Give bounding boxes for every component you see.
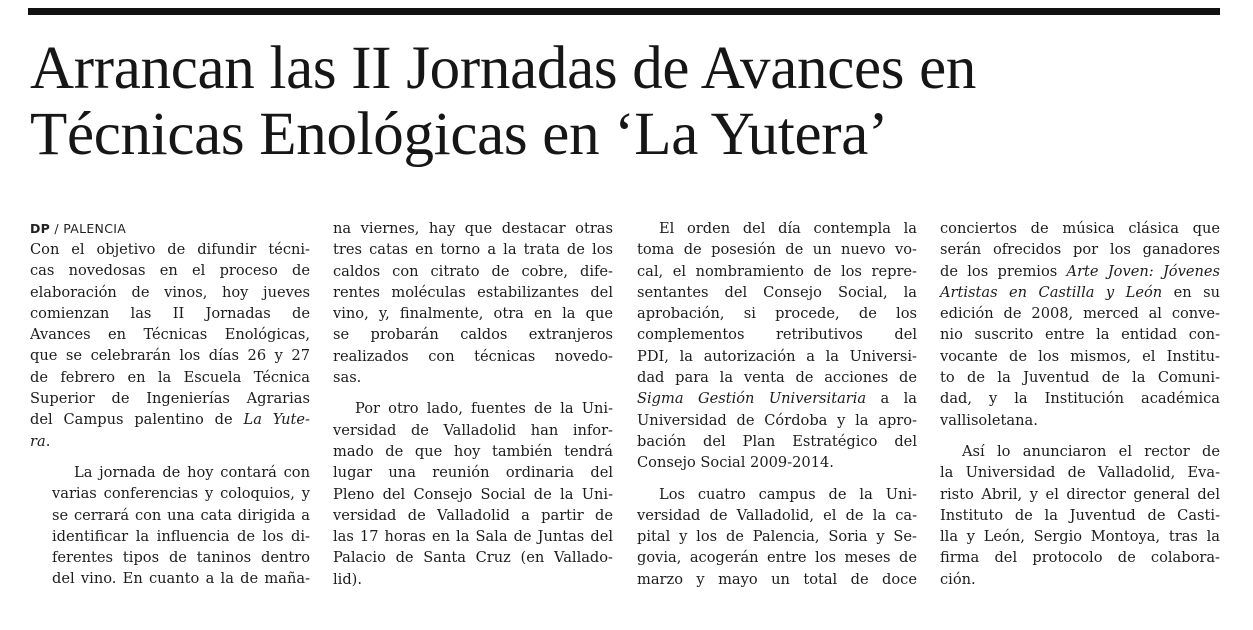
text-line: to de la Juventud de la Comuni-	[940, 369, 1220, 387]
text-line: na viernes, hay que destacar otras	[333, 220, 613, 237]
text-line: Pleno del Consejo Social de la Uni-	[333, 485, 613, 503]
text-line: la Universidad de Valladolid, Eva-	[940, 464, 1220, 482]
byline	[30, 218, 310, 239]
text-line: Consejo Social 2009-2014.	[637, 454, 834, 472]
text-line: Instituto de la Juventud de Casti-	[940, 506, 1220, 524]
text-line: dad, y la Institución académica	[940, 390, 1220, 408]
text-line: se cerrará con una cata dirigida a	[52, 506, 310, 524]
text-line: comienzan las II Jornadas de	[30, 304, 310, 322]
text-segment: .	[45, 432, 51, 450]
text-line: La jornada de hoy contará con	[74, 463, 310, 481]
text-line	[940, 261, 1220, 282]
text-line: cal, el nombramiento de los repre-	[637, 262, 917, 280]
text-line: que se celebrarán los días 26 y 27	[30, 347, 310, 365]
text-line: risto Abril, y el director general del	[940, 485, 1220, 503]
italic-text: Sigma Gestión Universitaria	[637, 390, 867, 408]
article-column-4	[940, 218, 1220, 590]
text-line: caldos con citrato de cobre, dife-	[333, 262, 613, 280]
italic-text: La Yute-	[243, 411, 310, 429]
headline-line-2: Técnicas Enológicas en ‘La Yutera’	[30, 101, 889, 168]
text-line: elaboración de vinos, hoy jueves	[30, 283, 310, 301]
italic-text: Arte Joven: Jóvenes	[1066, 262, 1221, 280]
italic-text: ra	[30, 432, 46, 450]
text-line: Universidad de Córdoba y la apro-	[637, 411, 917, 429]
paragraph	[637, 218, 917, 474]
italic-text: Artistas en Castilla y León	[940, 283, 1163, 301]
text-line: Superior de Ingenierías Agrarias	[30, 390, 310, 408]
text-line: PDI, la autorización a la Universi-	[637, 347, 917, 365]
text-line: vino, y, finalmente, otra en la que	[333, 305, 613, 323]
text-line: complementos retributivos del	[637, 326, 917, 344]
text-line: sas.	[333, 369, 362, 387]
byline-place: PALENCIA	[63, 221, 127, 236]
text-line: del vino. En cuanto a la de maña-	[52, 570, 310, 588]
text-line: ción.	[940, 570, 976, 588]
text-line: cas novedosas en el proceso de	[30, 262, 310, 280]
text-line: se probarán caldos extranjeros	[333, 326, 613, 344]
paragraph	[940, 218, 1220, 431]
text-line: Por otro lado, fuentes de la Uni-	[355, 400, 613, 418]
text-line: versidad de Valladolid, el de la ca-	[637, 506, 917, 524]
text-line: firma del protocolo de colabora-	[940, 549, 1220, 567]
text-line: El orden del día contempla la	[659, 220, 917, 237]
headline-line-1: Arrancan las II Jornadas de Avances en	[30, 35, 977, 102]
text-line: conciertos de música clásica que	[940, 220, 1220, 237]
text-line: aprobación, si procede, de los	[637, 305, 917, 323]
text-line: identificar la influencia de los di-	[52, 527, 310, 545]
text-line: bación del Plan Estratégico del	[637, 432, 917, 450]
text-line: dad para la venta de acciones de	[637, 369, 917, 387]
text-line: serán ofrecidos por los ganadores	[940, 241, 1220, 259]
text-line: ferentes tipos de taninos dentro	[52, 549, 310, 567]
paragraph	[637, 484, 917, 590]
text-line	[30, 409, 310, 430]
text-line: Con el objetivo de difundir técni-	[30, 241, 310, 258]
text-line: tres catas en torno a la trata de los	[333, 241, 613, 259]
text-line: realizados con técnicas novedo-	[333, 347, 613, 365]
text-line: marzo y mayo un total de doce	[637, 570, 917, 588]
text-line: Los cuatro campus de la Uni-	[659, 485, 917, 503]
text-line	[30, 431, 310, 452]
text-line	[940, 282, 1220, 303]
text-line: Palacio de Santa Cruz (en Vallado-	[333, 549, 613, 567]
text-segment: en su	[1162, 283, 1220, 301]
text-line: nio suscrito entre la entidad con-	[940, 326, 1220, 344]
paragraph	[30, 462, 310, 590]
text-line: de febrero en la Escuela Técnica	[30, 368, 310, 386]
text-segment: de los premios	[940, 262, 1067, 280]
top-rule	[28, 8, 1220, 15]
text-line: lid).	[333, 570, 363, 588]
text-line: rentes moléculas estabilizantes del	[333, 283, 613, 301]
text-line: vallisoletana.	[940, 411, 1038, 429]
article-column-1	[30, 218, 310, 590]
paragraph	[30, 239, 310, 452]
text-line: versidad de Valladolid a partir de	[333, 506, 613, 524]
byline-source: DP	[30, 221, 51, 236]
article-column-2	[333, 218, 613, 590]
text-line: versidad de Valladolid han infor-	[333, 421, 613, 439]
text-segment: a la	[866, 390, 917, 408]
text-line: toma de posesión de un nuevo vo-	[637, 241, 917, 259]
text-line: sentantes del Consejo Social, la	[637, 283, 917, 301]
paragraph	[333, 218, 613, 388]
text-line: edición de 2008, merced al conve-	[940, 305, 1220, 323]
text-line: lla y León, Sergio Montoya, tras la	[940, 528, 1220, 546]
headline	[30, 36, 1230, 168]
text-line: las 17 horas en la Sala de Juntas del	[333, 528, 613, 546]
text-line: Así lo anunciaron el rector de	[962, 442, 1220, 460]
text-line: mado de que hoy también tendrá	[333, 442, 613, 460]
text-line: varias conferencias y coloquios, y	[52, 485, 310, 503]
paragraph	[940, 441, 1220, 590]
article-column-3	[637, 218, 917, 590]
text-segment: del Campus palentino de	[30, 411, 244, 429]
text-line: govia, acogerán entre los meses de	[637, 549, 917, 567]
text-line: lugar una reunión ordinaria del	[333, 464, 613, 482]
text-line: pital y los de Palencia, Soria y Se-	[637, 528, 917, 546]
byline-separator: /	[50, 221, 64, 236]
text-line: vocante de los mismos, el Institu-	[940, 347, 1220, 365]
text-line	[637, 388, 917, 409]
paragraph	[333, 398, 613, 590]
text-line: Avances en Técnicas Enológicas,	[30, 326, 310, 344]
